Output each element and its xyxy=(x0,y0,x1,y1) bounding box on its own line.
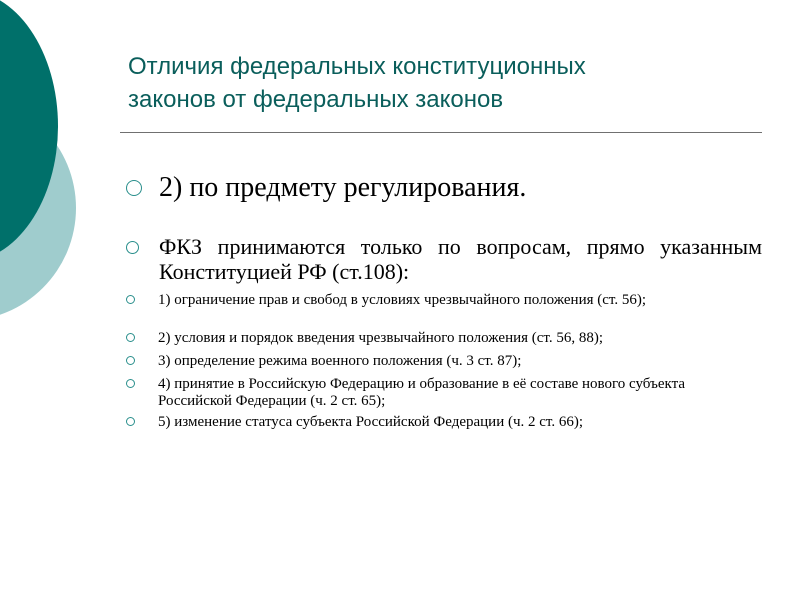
bullet-item xyxy=(126,172,762,204)
sub-bullet-item xyxy=(126,376,762,410)
circle-bullet-icon xyxy=(126,295,135,304)
bullet-text: ФКЗ принимаются только по вопросам, прямо указанным Конституцией РФ (ст.108): xyxy=(159,234,762,284)
sub-bullet-text: 2) условия и порядок введения чрезвычайного положения (ст. 56, 88); xyxy=(158,330,604,346)
sub-bullet-item xyxy=(126,292,762,309)
sub-bullet-text: 3) определение режима военного положения (ч. 3 ст. 87); xyxy=(158,353,522,369)
sub-bullet-text: 4) принятие в Российскую Федерацию и образование в её составе нового субъекта Российской Федерации (ч. 2 ст. 65); xyxy=(158,376,685,409)
bullet-item xyxy=(126,234,762,284)
circle-bullet-icon xyxy=(126,379,135,388)
sub-bullet-item xyxy=(126,330,762,347)
sub-bullet-item xyxy=(126,353,762,370)
slide-title-line-1: Отличия федеральных конституционных xyxy=(128,53,586,80)
slide-title-line-2: законов от федеральных законов xyxy=(128,86,504,113)
circle-bullet-icon xyxy=(126,356,135,365)
circle-bullet-icon xyxy=(126,241,139,254)
circle-bullet-icon xyxy=(126,180,142,196)
circle-bullet-icon xyxy=(126,333,135,342)
sub-bullet-text: 1) ограничение прав и свобод в условиях чрезвычайного положения (ст. 56); xyxy=(158,292,646,308)
sub-bullet-text: 5) изменение статуса субъекта Российской Федерации (ч. 2 ст. 66); xyxy=(158,414,584,430)
circle-bullet-icon xyxy=(126,417,135,426)
slide-title xyxy=(128,50,768,116)
sub-bullet-item xyxy=(126,414,762,431)
bullet-text: 2) по предмету регулирования. xyxy=(159,172,527,203)
title-divider xyxy=(120,132,762,133)
